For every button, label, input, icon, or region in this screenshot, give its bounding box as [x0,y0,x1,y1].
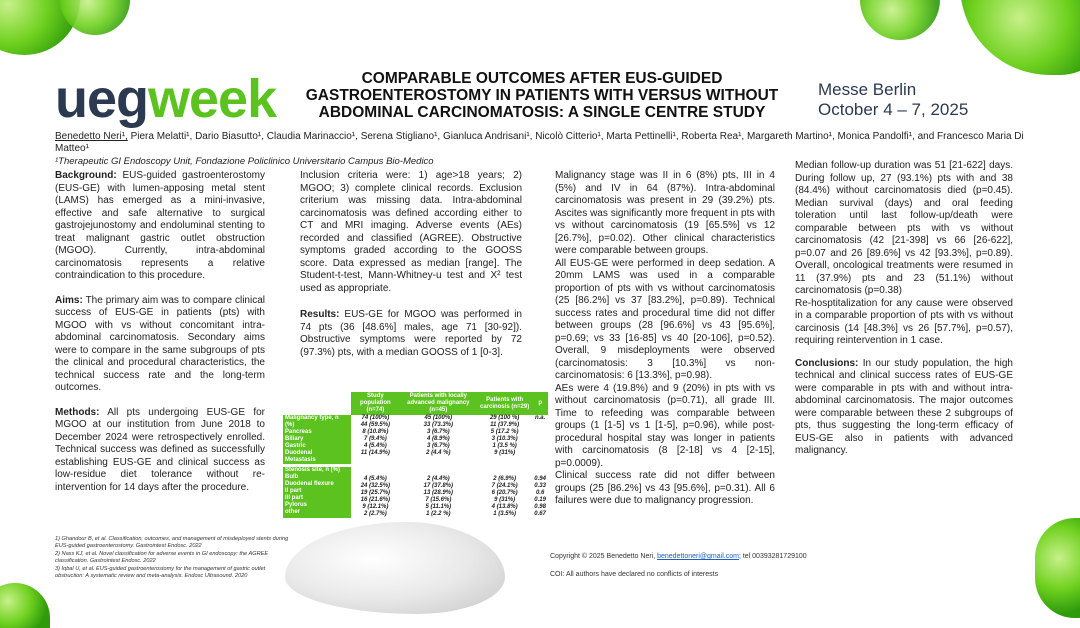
carcinosis-column [477,466,532,518]
phone-text: ; tel 00393281729100 [738,553,807,560]
locally-advanced-column [400,415,477,466]
table-cell: 33 (73.3%) [423,422,454,428]
results-paragraph-2: All EUS-GE were performed in deep sedation. A 20mm LAMS was used in a comparable proportion of pts with vs without carcinomatosis (25 [86.2%] vs 37 [83.2%], p=0.89). Technical success rates and procedural time did not differ between groups (28 [96.6%] vs 43 [95.6%], p=0.69; vs 33 [16-85] vs 40 [20-106], p=0.52). Overall, 9 misdeployments were observed (carcinomatosis: 3 [10.3%] vs non-carcinomatosis: 6 [13.3%], p=0.98). [555,257,775,381]
table-cell: 6 (20.7%) [491,489,518,496]
row-label: III part [285,495,304,501]
results-table [283,392,548,518]
aims-text: The primary aim was to compare clinical success of EUS-GE in patients (pts) with MGOO with vs without concomitant intra-abdominal carcinomatosis. Secondary aims were to compare in the same subgroups of pts the clinical and procedural characteristics, the technical success rate and the long-term outcomes. [55,294,265,393]
table-cell: 0.6 [535,489,545,496]
table-cell: 4 (5.4%) [364,443,387,449]
table-cell: 9 (31%) [494,496,516,503]
rehospitalization-paragraph: Re-hosptitalization for any cause were observed in a comparable proportion of pts with vs without carcinosis (14 [48.3%] vs 26 [57.7%], p=0.57), requiring reintervention in 1 case. [795,297,1013,346]
table-cell: 0.98 [534,503,546,510]
methods-heading: Methods: [55,406,100,418]
table-cell: 7 (15.6%) [425,496,452,503]
copyright-text: Copyright © 2025 Benedetto Neri, [550,553,658,560]
table-cell: 5 (11.1%) [425,503,452,510]
logo-week: week [148,69,277,129]
table-header-cell: Patients with locally advanced malignancy (n=45) [400,392,477,415]
table-cell: 4 (5.4%) [364,475,387,482]
poster-title: COMPARABLE OUTCOMES AFTER EUS-GUIDED GASTROENTEROSTOMY IN PATIENTS WITH VERSUS WITHOUT ABDOMINAL CARCINOMATOSIS: A SINGLE CENTRE STUDY [305,70,779,121]
stenosis-site-label: Stenosis site, n (%) [285,467,341,473]
decorative-green-shape [1035,518,1080,618]
results-paragraph-4: Clinical success rate did not differ between groups (25 [86.2%] vs 43 [95.6%], p=0.31). All 6 failures were due to malignancy progression. [555,470,775,506]
study-population-column [351,415,400,466]
table-cell: 8 (10.8%) [362,429,389,435]
table-cell: 3 (10.3%) [491,436,518,442]
results-text: EUS-GE for MGOO was performed in 74 pts (36 [48.6%] males, age 71 [30-92]). Obstructive symptoms were reported by 72 (97.3%) pts, with a median GOOSS of 1 [0-3]. [300,309,522,358]
conclusions-heading: Conclusions: [795,357,859,369]
column-4 [795,160,1013,466]
reference-item: 3) Iqbal U, et al. EUS-guided gastroenterostomy for the management of gastric outlet obstruction: A systematic review and meta-analysis. Endosc Ultrasound. 2020 [55,566,266,579]
venue-name: Messe Berlin [818,80,917,99]
table-cell: 3 (6.7%) [427,429,450,435]
affiliation: ¹Therapeutic GI Endoscopy Unit, Fondazione Policlinico Universitario Campus Bio-Medico [55,156,434,167]
table-cell: 1 (2.2 %) [426,510,451,517]
table-cell: 7 (9.4%) [364,436,387,442]
group-label [283,415,351,466]
table-cell: 9 (31%) [494,450,516,456]
table-cell: 2 (4.4%) [427,475,450,482]
venue-dates: October 4 – 7, 2025 [818,100,969,119]
aims-section [55,295,265,395]
column-3 [555,170,775,516]
row-label: Pylorus [285,502,308,508]
methods-text: All pts undergoing EUS-GE for MGOO at our institution from June 2018 to December 2024 were retrospectively enrolled. Technical success was defined as successfully establishing EUS-GE and clinical success as low-residue diet tolerance without re-intervention for 14 days after the procedure. [55,406,265,493]
carcinosis-column [477,415,532,466]
p-value-column [532,466,548,518]
row-label: Metastasis [285,457,316,463]
table-cell: 9 (12.1%) [362,503,389,510]
references [55,536,295,581]
presenting-author: Benedetto Neri¹, [55,131,128,142]
table-cell: 2 (2.7%) [364,510,387,517]
table-cell: 4 (8.9%) [427,436,450,442]
coi-statement: COI: All authors have declared no conflicts of interests [550,571,719,578]
table-header-cell: p [532,392,548,415]
decorative-green-shape [860,0,940,40]
table-cell: 1 (3.5%) [493,510,516,517]
table-cell: 0.67 [534,510,546,517]
author-list [55,131,1035,155]
table-cell: 11 (37.9%) [490,422,520,428]
aims-heading: Aims: [55,294,83,306]
table-cell: 24 (32.5%) [360,482,391,489]
table-header-cell [283,392,351,415]
followup-paragraph: Median follow-up duration was 51 [21-622] days. During follow up, 27 (93.1%) pts with and 38 (84.4%) without carcinomatosis died (p=0.45). Median survival (days) and oral feeding toleration until last follow-up/death were comparable between pts with vs without carcinomatosis (42 [21-398] vs 66 [26-622], p=0.07 and 26 [89.6%] vs 42 [93.3%], p=0.89). Overall, oncological treatments were resumed in 11 (37.9%) pts and 23 (51.1%) without carcinomatosis (p=0.38) [795,160,1013,296]
table-cell: 17 (37.8%) [423,482,454,489]
results-section [300,309,522,359]
table-cell: 16 (21.6%) [360,496,391,503]
table-cell: 0.19 [534,496,546,503]
background-section [55,170,265,283]
malignancy-type-label: Malignancy type, n (%) [285,415,339,428]
methods-section [55,407,265,495]
email-link[interactable]: benedettoneri@gmail.com [657,553,739,560]
table-cell: 3 (6.7%) [427,443,450,449]
table-cell: 1 (3.5 %) [492,443,517,449]
row-label: II part [285,488,302,494]
table-cell: 11 (14.9%) [360,450,390,456]
p-value-column [532,415,548,466]
group-label [283,466,351,518]
column-2 [300,170,522,367]
decorative-green-shape [0,583,50,628]
results-paragraph-3: AEs were 4 (19.8%) and 9 (20%) in pts with vs without carcinomatosis (p=0.71), all grade III. Time to refeeding was comparable between groups (1 [1-5] vs 1 [1-5], p=0.96), while post-procedural hospital stay was longer in patients with carcinomatosis (8 [2-18] vs 4 [2-15], p=0.0009). [555,382,775,469]
table-cell: 29 (100 %) [489,415,520,421]
ueg-week-logo [55,69,277,129]
study-population-column [351,466,400,518]
table-cell: n.a. [534,415,546,421]
row-label: other [285,509,300,515]
table-row [283,466,548,518]
row-label: Duodenal flexure [285,481,334,487]
table-row [283,415,548,466]
table-header-cell: Patients with carcinosis (n=29) [477,392,532,415]
row-label: Bulb [285,474,299,480]
table-cell: 4 (13.8%) [491,503,518,510]
table-cell: 19 (25.7%) [360,489,391,496]
inclusion-criteria-text: Inclusion criteria were: 1) age>18 years; 2) MGOO; 3) complete clinical records. Exclusion criterium was missing data. Intra-abdominal carcinomatosis was defined according either to CT and MRI imaging. Adverse events (AEs) recorded and classified (AGREE). Obstructive symptoms graded according to the GOOSS score. Data expressed as median [range]. The Student-t-test, Mann-Whitney-u test and X² test used as appropriate. [300,170,522,294]
background-text: EUS-guided gastroenterostomy (EUS-GE) with lumen-apposing metal stent (LAMS) has emerged as a mini-invasive, effective and safe alternative to surgical gastrojejunostomy and endoluminal stenting to treat malignant gastric outlet obstruction (MGOO). Currently, intra-abdominal carcinomatosis represents a relative contraindication to this procedure. [55,170,265,281]
results-heading: Results: [300,309,340,320]
table-cell: 5 (17.2 %) [490,429,519,435]
results-paragraph-1: Malignancy stage was II in 6 (8%) pts, III in 4 (5%) and IV in 64 (87%). Intra-abdominal carcinomatosis was present in 29 (39.2%) pts. Ascites was significantly more frequent in pts with vs without carcinomatosis (19 [65.5%] vs 12 [26.7%], p=0.02). Other clinical characteristics were comparable between groups. [555,170,775,256]
table-cell: 2 (4.4 %) [426,450,451,456]
table-header-row [283,392,548,415]
table-cell: 45 (100%) [424,415,453,421]
row-label: Pancreas [285,429,312,435]
reference-item: 1) Ghandour B, et al. Classification, outcomes, and management of misdeployed stents during EUS-guided gastroenterostomy. Gastrointest Endosc. 2022 [55,536,289,549]
copyright-line [550,553,807,560]
row-label: Gastric [285,443,306,449]
row-label: Biliary [285,436,304,442]
conclusions-text: In our study population, the high technical and clinical success rates of EUS-GE were comparable in pts with and without intra-abdominal carcinomatosis. The major outcomes were comparable between these 2 subgroups of pts, thus suggesting the long-term efficacy of EUS-GE also in patients with advanced malignancy. [795,357,1013,456]
background-heading: Background: [55,170,117,181]
table-cell: 44 (59.5%) [360,422,391,428]
table-cell: 2 (6.9%) [493,475,516,482]
table-cell: 74 (100%) [361,415,390,421]
venue-block [818,80,968,120]
decorative-green-shape [960,0,1080,75]
liver-illustration [285,522,505,614]
logo-ueg: ueg [55,69,149,129]
table-cell: 0.94 [534,475,546,482]
table-header-cell: Study population (n=74) [351,392,400,415]
co-authors: Piera Melatti¹, Dario Biasutto¹, Claudia Marinaccio¹, Serena Stigliano¹, Gianluca Andrisani¹, Nicolò Citterio¹, Marta Pettinelli¹, Roberta Rea¹, Margareth Martino¹, Monica Pandolfi¹, and Francesco Maria Di Matteo¹ [55,131,1024,154]
table-cell: 0.33 [534,482,546,489]
table-cell: 13 (28.9%) [423,489,454,496]
column-1 [55,170,265,502]
row-label: Duodenal [285,450,313,456]
conclusions-section [795,358,1013,458]
table-cell: 7 (24.1%) [491,482,518,489]
reference-item: 2) Nass KJ, et al. Novel classification for adverse events in GI endoscopy: the AGREE classification. Gastrointest Endosc. 2022 [55,551,269,564]
locally-advanced-column [400,466,477,518]
